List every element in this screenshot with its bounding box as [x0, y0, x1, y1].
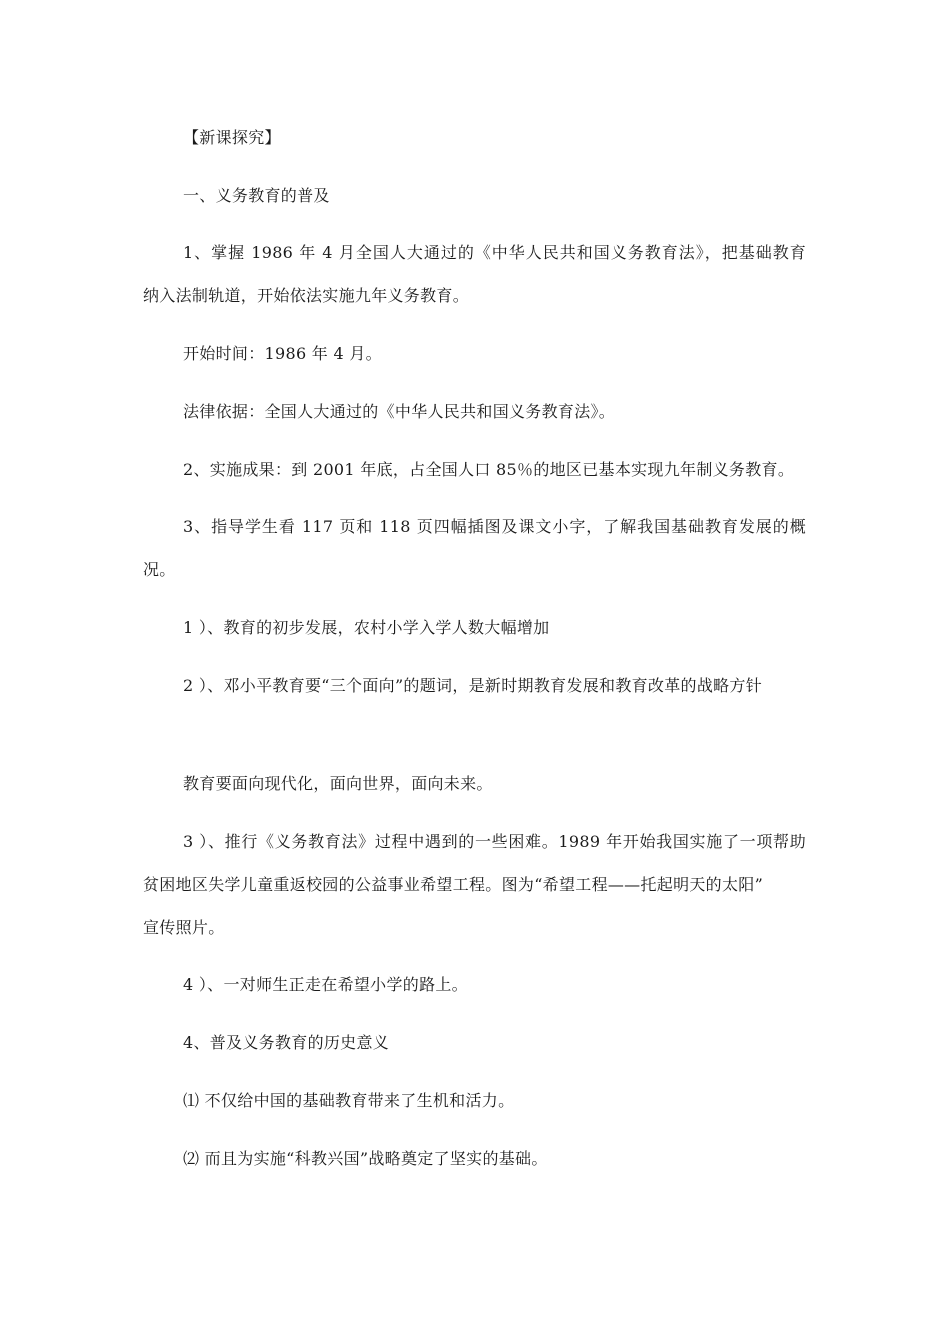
sub-item-1: 1 ）、教育的初步发展，农村小学入学人数大幅增加: [183, 618, 550, 637]
sub-item-4: 4 ）、一对师生正走在希望小学的路上。: [183, 975, 468, 994]
sub-item-3-line3: 宣传照片。: [143, 918, 225, 937]
item3-line1: 3、指导学生看 117 页和 118 页四幅插图及课文小字，了解我国基础教育发展的概: [183, 517, 806, 536]
meaning-2: ⑵ 而且为实施“科教兴国”战略奠定了坚实的基础。: [183, 1149, 548, 1168]
item1-line2: 纳入法制轨道，开始依法实施九年义务教育。: [143, 286, 470, 305]
legal-basis: 法律依据：全国人大通过的《中华人民共和国义务教育法》。: [183, 402, 616, 421]
item2-paragraph: 2、实施成果：到 2001 年底，占全国人口 85％的地区已基本实现九年制义务教育。: [183, 460, 795, 479]
item4-heading: 4、普及义务教育的历史意义: [183, 1033, 390, 1052]
start-time: 开始时间：1986 年 4 月。: [183, 344, 382, 363]
section-heading: 【新课探究】: [183, 128, 281, 147]
meaning-1: ⑴ 不仅给中国的基础教育带来了生机和活力。: [183, 1091, 515, 1110]
sub-item-2-continuation: 教育要面向现代化，面向世界，面向未来。: [183, 774, 493, 793]
item1-line1: 1、掌握 1986 年 4 月全国人大通过的《中华人民共和国义务教育法》，把基础教育: [183, 243, 806, 262]
part-one-title: 一、义务教育的普及: [183, 186, 330, 205]
sub-item-3-line1: 3 ）、推行《义务教育法》过程中遇到的一些困难。1989 年开始我国实施了一项帮助: [183, 832, 806, 851]
sub-item-2: 2 ）、邓小平教育要“三个面向”的题词，是新时期教育发展和教育改革的战略方针: [183, 676, 763, 695]
item3-line2: 况。: [143, 560, 176, 579]
sub-item-3-line2: 贫困地区失学儿童重返校园的公益事业希望工程。图为“希望工程——托起明天的太阳”: [143, 875, 764, 894]
